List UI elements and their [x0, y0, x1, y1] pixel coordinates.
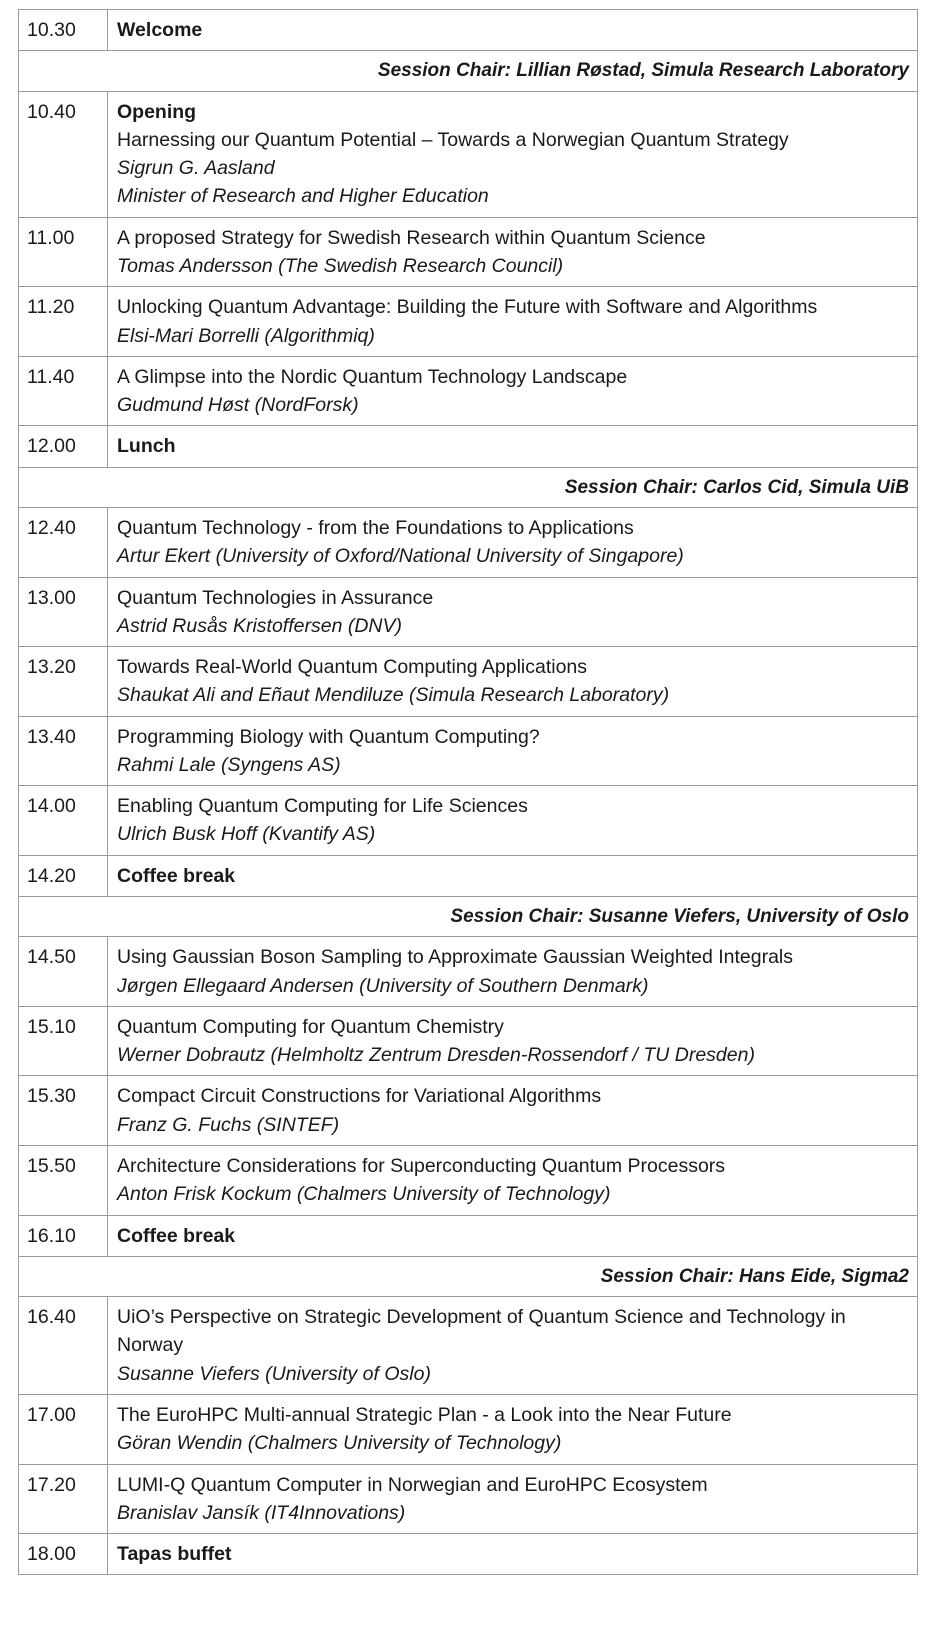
speaker: Susanne Viefers (University of Oslo)	[117, 1362, 431, 1385]
content-cell	[108, 1394, 918, 1464]
content-cell	[108, 855, 918, 896]
talk-row	[19, 647, 918, 717]
content-cell	[108, 217, 918, 287]
talk-title: The EuroHPC Multi-annual Strategic Plan - a Look into the Near Future	[117, 1403, 732, 1426]
talk-row	[19, 716, 918, 786]
talk-title: A proposed Strategy for Swedish Research within Quantum Science	[117, 226, 706, 249]
talk-row	[19, 91, 918, 217]
session-chair: Session Chair: Hans Eide, Sigma2	[19, 1256, 918, 1296]
content-cell	[108, 91, 918, 217]
speaker: Jørgen Ellegaard Andersen (University of Southern Denmark)	[117, 974, 649, 997]
talk-row	[19, 217, 918, 287]
session-chair-row	[19, 467, 918, 507]
talk-row	[19, 1464, 918, 1534]
content-cell	[108, 1534, 918, 1575]
talk-row	[19, 1394, 918, 1464]
talk-row	[19, 1006, 918, 1076]
break-label: Coffee break	[117, 864, 236, 887]
agenda-body	[19, 10, 918, 1575]
talk-title: Quantum Technologies in Assurance	[117, 586, 434, 609]
time-cell: 15.10	[19, 1006, 108, 1076]
break-row	[19, 855, 918, 896]
session-chair: Session Chair: Carlos Cid, Simula UiB	[19, 467, 918, 507]
time-cell: 10.30	[19, 10, 108, 51]
content-cell	[108, 577, 918, 647]
content-cell	[108, 356, 918, 426]
talk-row	[19, 937, 918, 1007]
time-cell: 12.00	[19, 426, 108, 467]
speaker: Göran Wendin (Chalmers University of Technology)	[117, 1432, 562, 1455]
content-cell	[108, 786, 918, 856]
talk-title: UiO’s Perspective on Strategic Development of Quantum Science and Technology in Norway	[117, 1306, 846, 1357]
break-row	[19, 10, 918, 51]
speaker: Werner Dobrautz (Helmholtz Zentrum Dresden-Rossendorf / TU Dresden)	[117, 1044, 755, 1067]
talk-title: Quantum Computing for Quantum Chemistry	[117, 1015, 504, 1038]
talk-title: Architecture Considerations for Superconducting Quantum Processors	[117, 1155, 726, 1177]
session-chair-row	[19, 51, 918, 91]
content-cell	[108, 10, 918, 51]
content-cell	[108, 1146, 918, 1216]
speaker: Rahmi Lale (Syngens AS)	[117, 753, 341, 776]
time-cell: 15.50	[19, 1146, 108, 1216]
speaker: Anton Frisk Kockum (Chalmers University of Technology)	[117, 1183, 611, 1206]
speaker: Shaukat Ali and Eñaut Mendiluze (Simula Research Laboratory)	[117, 684, 670, 707]
talk-row	[19, 786, 918, 856]
session-chair-row	[19, 897, 918, 937]
speaker: Ulrich Busk Hoff (Kvantify AS)	[117, 823, 376, 846]
time-cell: 16.10	[19, 1215, 108, 1256]
time-cell: 11.40	[19, 356, 108, 426]
content-cell	[108, 507, 918, 577]
talk-title: Towards Real-World Quantum Computing Applications	[117, 656, 588, 679]
talk-row	[19, 1297, 918, 1395]
talk-title: LUMI-Q Quantum Computer in Norwegian and EuroHPC Ecosystem	[117, 1473, 708, 1496]
time-cell: 16.40	[19, 1297, 108, 1395]
speaker: Tomas Andersson (The Swedish Research Council)	[117, 254, 564, 277]
speaker: Gudmund Høst (NordForsk)	[117, 394, 359, 417]
talk-title: Unlocking Quantum Advantage: Building the Future with Software and Algorithms	[117, 296, 818, 319]
break-row	[19, 1534, 918, 1575]
time-cell: 18.00	[19, 1534, 108, 1575]
content-cell	[108, 426, 918, 467]
speaker: Branislav Jansík (IT4Innovations)	[117, 1501, 406, 1524]
content-cell	[108, 287, 918, 357]
time-cell: 11.20	[19, 287, 108, 357]
talk-title: Enabling Quantum Computing for Life Sciences	[117, 795, 528, 818]
session-chair-row	[19, 1256, 918, 1296]
time-cell: 14.50	[19, 937, 108, 1007]
break-label: Tapas buffet	[117, 1543, 232, 1566]
time-cell: 10.40	[19, 91, 108, 217]
talk-row	[19, 356, 918, 426]
speaker: Sigrun G. Aasland	[117, 157, 275, 180]
session-heading: Opening	[117, 100, 197, 123]
talk-row	[19, 287, 918, 357]
talk-title: Compact Circuit Constructions for Variational Algorithms	[117, 1085, 602, 1108]
content-cell	[108, 1076, 918, 1146]
time-cell: 13.20	[19, 647, 108, 717]
content-cell	[108, 1297, 918, 1395]
talk-row	[19, 507, 918, 577]
break-label: Lunch	[117, 435, 176, 458]
talk-title: Harnessing our Quantum Potential – Towards a Norwegian Quantum Strategy	[117, 128, 789, 151]
content-cell	[108, 1006, 918, 1076]
speaker: Astrid Rusås Kristoffersen (DNV)	[117, 614, 402, 637]
content-cell	[108, 1464, 918, 1534]
time-cell: 11.00	[19, 217, 108, 287]
session-chair: Session Chair: Susanne Viefers, University of Oslo	[19, 897, 918, 937]
speaker: Artur Ekert (University of Oxford/National University of Singapore)	[117, 545, 684, 568]
content-cell	[108, 1215, 918, 1256]
talk-row	[19, 1146, 918, 1216]
break-row	[19, 1215, 918, 1256]
agenda-table	[18, 9, 918, 1575]
speaker: Minister of Research and Higher Education	[117, 185, 489, 208]
content-cell	[108, 647, 918, 717]
content-cell	[108, 937, 918, 1007]
talk-title: A Glimpse into the Nordic Quantum Technology Landscape	[117, 365, 628, 388]
break-label: Coffee break	[117, 1224, 236, 1247]
break-label: Welcome	[117, 19, 203, 41]
time-cell: 17.20	[19, 1464, 108, 1534]
break-row	[19, 426, 918, 467]
time-cell: 12.40	[19, 507, 108, 577]
time-cell: 15.30	[19, 1076, 108, 1146]
time-cell: 14.00	[19, 786, 108, 856]
talk-title: Using Gaussian Boson Sampling to Approximate Gaussian Weighted Integrals	[117, 946, 794, 969]
time-cell: 13.40	[19, 716, 108, 786]
time-cell: 13.00	[19, 577, 108, 647]
talk-row	[19, 577, 918, 647]
time-cell: 14.20	[19, 855, 108, 896]
talk-title: Quantum Technology - from the Foundations to Applications	[117, 516, 634, 539]
speaker: Franz G. Fuchs (SINTEF)	[117, 1113, 340, 1136]
talk-row	[19, 1076, 918, 1146]
time-cell: 17.00	[19, 1394, 108, 1464]
talk-title: Programming Biology with Quantum Computing?	[117, 725, 540, 748]
speaker: Elsi-Mari Borrelli (Algorithmiq)	[117, 324, 375, 347]
session-chair: Session Chair: Lillian Røstad, Simula Research Laboratory	[19, 51, 918, 91]
content-cell	[108, 716, 918, 786]
